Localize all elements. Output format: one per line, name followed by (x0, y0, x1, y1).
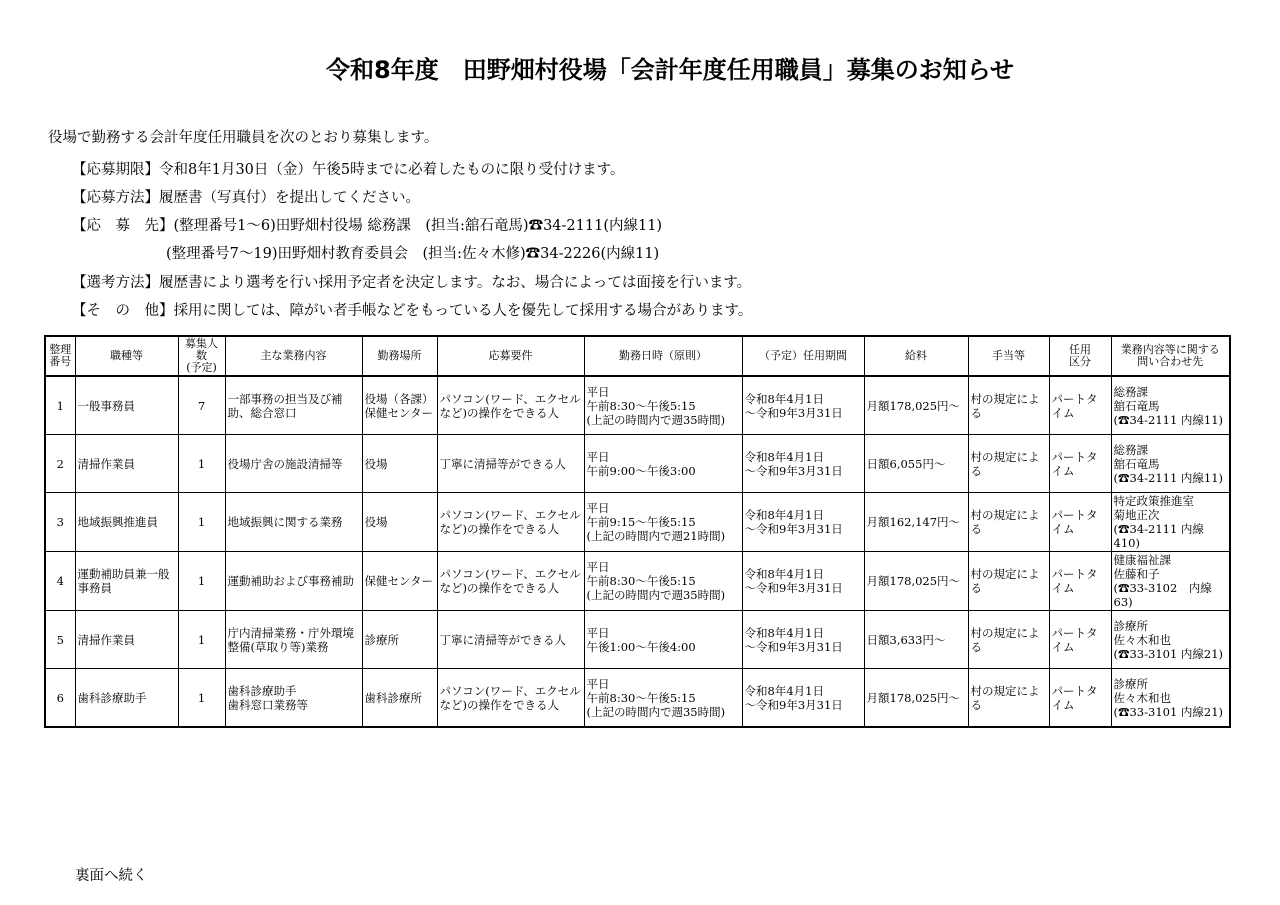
cell-requirements: 丁寧に清掃等ができる人 (437, 435, 584, 493)
cell-salary: 日額3,633円～ (864, 611, 968, 669)
cell-allowance: 村の規定による (968, 493, 1049, 552)
cell-hours: 平日 午前9:15～午後5:15 (上記の時間内で週21時間) (584, 493, 742, 552)
cell-count: 1 (178, 493, 225, 552)
header-allowance: 手当等 (968, 336, 1049, 376)
intro-text: 役場で勤務する会計年度任用職員を次のとおり募集します。 (48, 130, 439, 146)
cell-no: 3 (45, 493, 75, 552)
cell-duty: 運動補助および事務補助 (225, 552, 362, 611)
cell-job: 運動補助員兼一般事務員 (75, 552, 178, 611)
cell-salary: 月額178,025円～ (864, 669, 968, 728)
contact-line-1: 【応 募 先】(整理番号1～6)田野畑村役場 総務課 (担当:舘石竜馬)☎34-2111(内線11) (72, 218, 663, 234)
cell-period: 令和8年4月1日 ～令和9年3月31日 (742, 611, 864, 669)
cell-period: 令和8年4月1日 ～令和9年3月31日 (742, 493, 864, 552)
header-salary: 給料 (864, 336, 968, 376)
cell-salary: 月額178,025円～ (864, 376, 968, 435)
recruitment-table (44, 335, 1231, 728)
cell-contact: 総務課 舘石竜馬 (☎34-2111 内線11) (1111, 376, 1230, 435)
header-period: （予定）任用期間 (742, 336, 864, 376)
table-row (45, 611, 1230, 669)
cell-allowance: 村の規定による (968, 669, 1049, 728)
cell-job: 清掃作業員 (75, 611, 178, 669)
cell-duty: 歯科診療助手 歯科窓口業務等 (225, 669, 362, 728)
cell-duty: 地域振興に関する業務 (225, 493, 362, 552)
cell-type: パートタイム (1049, 669, 1111, 728)
cell-salary: 日額6,055円～ (864, 435, 968, 493)
cell-place: 保健センター (362, 552, 437, 611)
cell-count: 7 (178, 376, 225, 435)
table-header-row (45, 336, 1230, 376)
cell-hours: 平日 午前8:30～午後5:15 (上記の時間内で週35時間) (584, 552, 742, 611)
cell-salary: 月額162,147円～ (864, 493, 968, 552)
cell-duty: 庁内清掃業務・庁外環境整備(草取り等)業務 (225, 611, 362, 669)
cell-hours: 平日 午前9:00～午後3:00 (584, 435, 742, 493)
cell-job: 地域振興推進員 (75, 493, 178, 552)
cell-allowance: 村の規定による (968, 552, 1049, 611)
cell-no: 1 (45, 376, 75, 435)
cell-count: 1 (178, 611, 225, 669)
selection-line: 【選考方法】履歴書により選考を行い採用予定者を決定します。なお、場合によっては面接を行います。 (72, 275, 752, 291)
cell-period: 令和8年4月1日 ～令和9年3月31日 (742, 552, 864, 611)
page-title: 令和8年度 田野畑村役場「会計年度任用職員」募集のお知らせ (326, 56, 1014, 84)
cell-hours: 平日 午後1:00～午後4:00 (584, 611, 742, 669)
cell-requirements: パソコン(ワード、エクセルなど)の操作をできる人 (437, 552, 584, 611)
cell-job: 一般事務員 (75, 376, 178, 435)
cell-type: パートタイム (1049, 493, 1111, 552)
cell-allowance: 村の規定による (968, 435, 1049, 493)
table-row (45, 552, 1230, 611)
header-place: 勤務場所 (362, 336, 437, 376)
deadline-line: 【応募期限】令和8年1月30日（金）午後5時までに必着したものに限り受付けます。 (72, 162, 625, 178)
cell-requirements: パソコン(ワード、エクセルなど)の操作をできる人 (437, 669, 584, 728)
cell-type: パートタイム (1049, 552, 1111, 611)
cell-requirements: パソコン(ワード、エクセルなど)の操作をできる人 (437, 493, 584, 552)
cell-job: 歯科診療助手 (75, 669, 178, 728)
cell-no: 6 (45, 669, 75, 728)
cell-requirements: パソコン(ワード、エクセルなど)の操作をできる人 (437, 376, 584, 435)
cell-no: 4 (45, 552, 75, 611)
contact-line-2: (整理番号7～19)田野畑村教育委員会 (担当:佐々木修)☎34-2226(内線11) (166, 246, 660, 262)
header-no: 整理 番号 (45, 336, 75, 376)
cell-count: 1 (178, 552, 225, 611)
cell-no: 2 (45, 435, 75, 493)
cell-place: 役場 (362, 493, 437, 552)
cell-contact: 診療所 佐々木和也 (☎33-3101 内線21) (1111, 611, 1230, 669)
cell-contact: 特定政策推進室 菊地正次 (☎34-2111 内線410) (1111, 493, 1230, 552)
cell-hours: 平日 午前8:30～午後5:15 (上記の時間内で週35時間) (584, 669, 742, 728)
method-line: 【応募方法】履歴書（写真付）を提出してください。 (72, 190, 420, 206)
cell-contact: 健康福祉課 佐藤和子 (☎33-3102 内線63) (1111, 552, 1230, 611)
cell-duty: 一部事務の担当及び補助、総合窓口 (225, 376, 362, 435)
cell-job: 清掃作業員 (75, 435, 178, 493)
header-duty: 主な業務内容 (225, 336, 362, 376)
table-row (45, 435, 1230, 493)
cell-no: 5 (45, 611, 75, 669)
cell-contact: 総務課 舘石竜馬 (☎34-2111 内線11) (1111, 435, 1230, 493)
other-line: 【そ の 他】採用に関しては、障がい者手帳などをもっている人を優先して採用する場合があります。 (72, 303, 753, 319)
table-row (45, 376, 1230, 435)
cell-count: 1 (178, 669, 225, 728)
cell-type: パートタイム (1049, 435, 1111, 493)
cell-type: パートタイム (1049, 611, 1111, 669)
cell-count: 1 (178, 435, 225, 493)
cell-place: 役場 (362, 435, 437, 493)
cell-contact: 診療所 佐々木和也 (☎33-3101 内線21) (1111, 669, 1230, 728)
cell-allowance: 村の規定による (968, 611, 1049, 669)
cell-place: 歯科診療所 (362, 669, 437, 728)
header-requirements: 応募要件 (437, 336, 584, 376)
cell-salary: 月額178,025円～ (864, 552, 968, 611)
cell-place: 診療所 (362, 611, 437, 669)
cell-period: 令和8年4月1日 ～令和9年3月31日 (742, 669, 864, 728)
cell-requirements: 丁寧に清掃等ができる人 (437, 611, 584, 669)
table-row (45, 669, 1230, 728)
header-contact: 業務内容等に関する 問い合わせ先 (1111, 336, 1230, 376)
cell-allowance: 村の規定による (968, 376, 1049, 435)
table-row (45, 493, 1230, 552)
cell-period: 令和8年4月1日 ～令和9年3月31日 (742, 435, 864, 493)
header-count: 募集人数 (予定) (178, 336, 225, 376)
cell-type: パートタイム (1049, 376, 1111, 435)
continue-note: 裏面へ続く (75, 868, 148, 884)
cell-place: 役場（各課） 保健センター (362, 376, 437, 435)
cell-duty: 役場庁舎の施設清掃等 (225, 435, 362, 493)
header-type: 任用 区分 (1049, 336, 1111, 376)
cell-hours: 平日 午前8:30～午後5:15 (上記の時間内で週35時間) (584, 376, 742, 435)
header-hours: 勤務日時（原則） (584, 336, 742, 376)
header-job: 職種等 (75, 336, 178, 376)
cell-period: 令和8年4月1日 ～令和9年3月31日 (742, 376, 864, 435)
